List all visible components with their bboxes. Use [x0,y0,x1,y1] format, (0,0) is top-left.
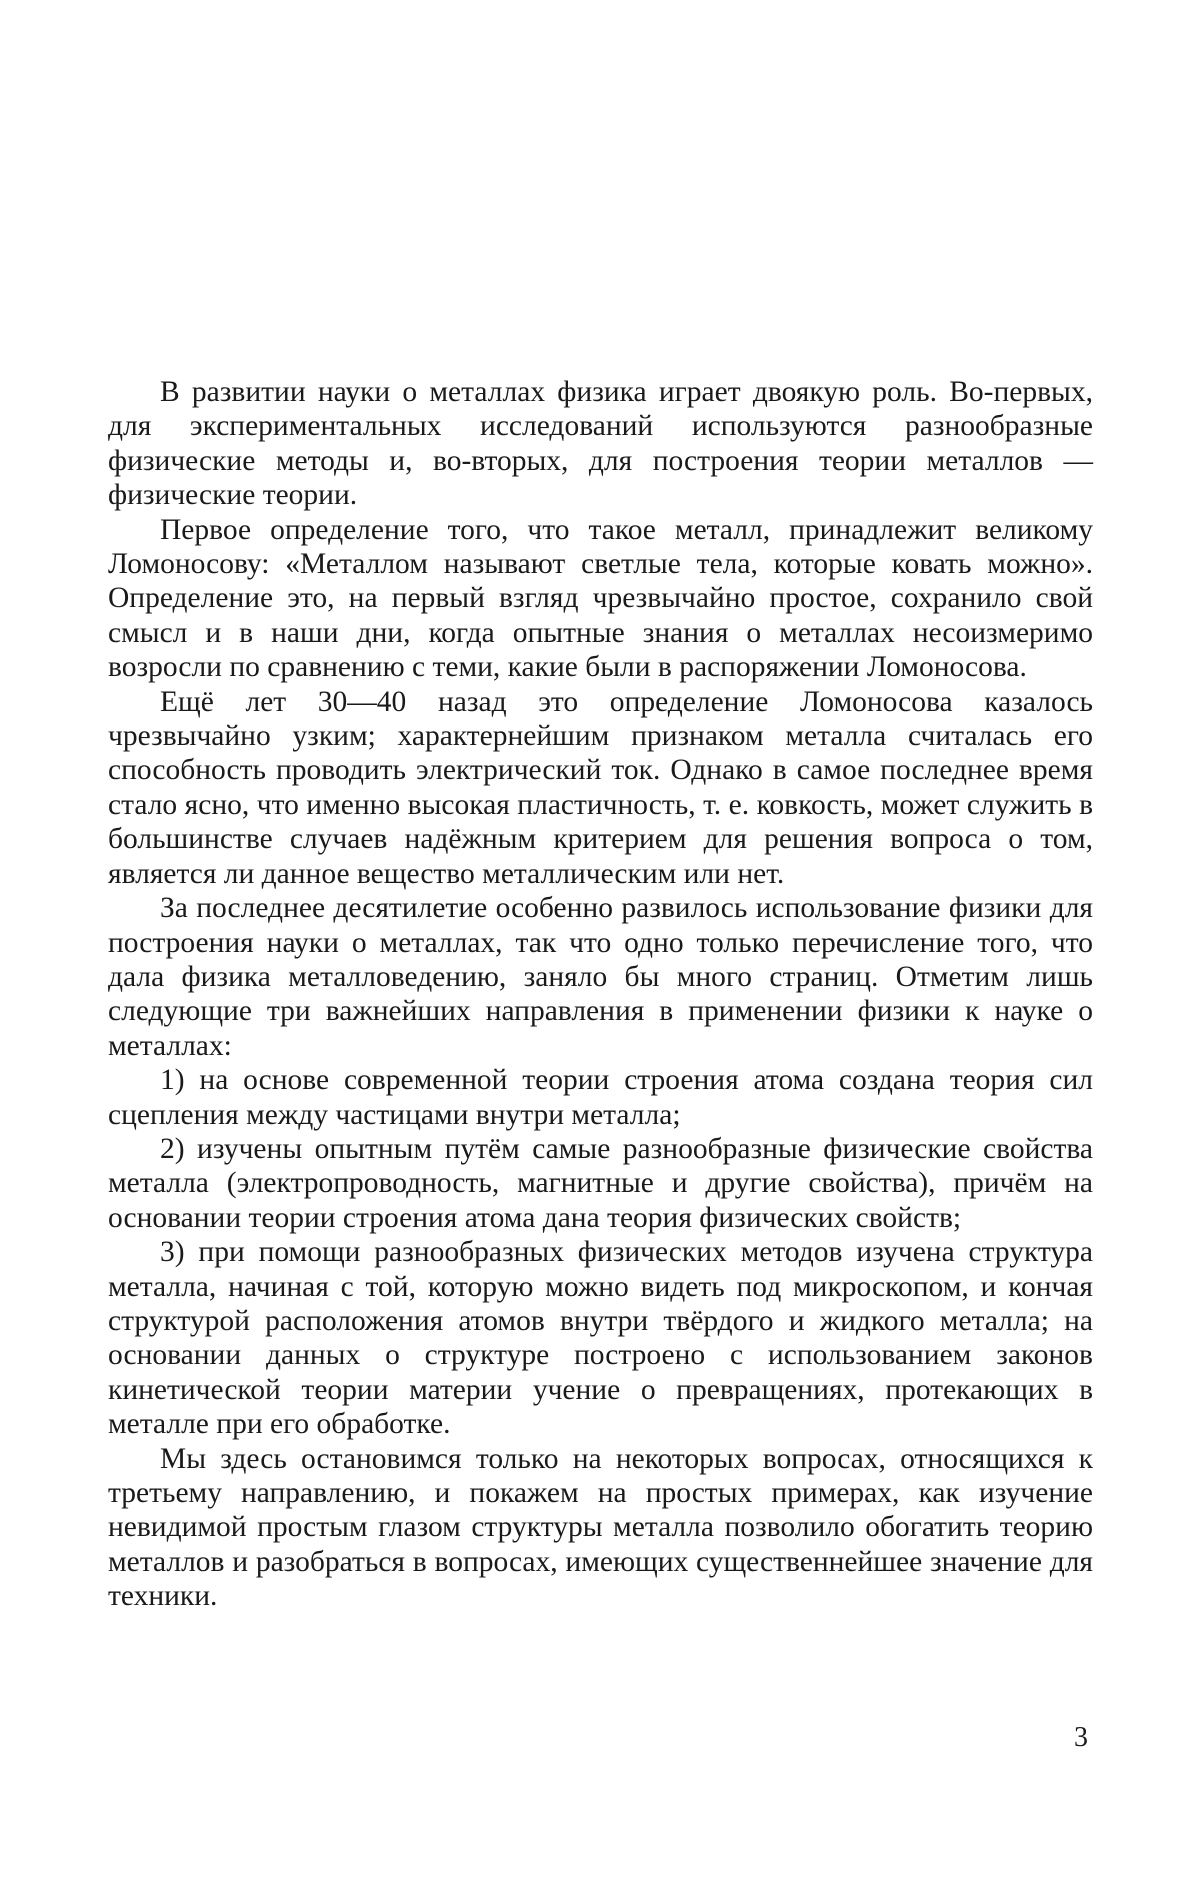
paragraph-lomonosov-definition: Первое определение того, что такое металл, принадлежит великому Ломоносову: «Металлом называют светлые тела, кото­рые ковать можно». Определение это, на первый взгляд чрез­вычайно простое, сохранило свой смысл и в наши дни, когда опытные знания о металлах несоизмеримо возросли по сравнению с теми, какие были в распоряжении Ломоносова. [108,513,1093,685]
list-item: 3) при помощи разнообразных физических методов изучена структура металла, начиная с той, которую можно видеть под микроскопом, и кончая структурой расположения атомов внутри твёрдого и жидкого металла; на основании данных о структуре построено с использованием законов кинетической теории мате­рии учение о превращениях, протекающих в металле при его обработке. [108,1235,1093,1441]
paragraph-intro: В развитии науки о металлах физика играет двоякую роль. Во-первых, для экспериментальных исследований используются разнообразные физические методы и, во-вторых, для построения теории металлов — физические теории. [108,375,1093,513]
list-item: 2) изучены опытным путём самые разнообразные физические свойства металла (электропроводность, магнитные и другие свой­ства), причём на основании теории строения атома дана теория физических свойств; [108,1132,1093,1235]
paragraph-last-decade: За последнее десятилетие особенно развилось использование физики для построения науки о металлах, так что одно только перечисление того, что дала физика металловедению, заняло бы много страниц. Отметим лишь следующие три важнейших напра­вления в применении физики к науке о металлах: [108,891,1093,1063]
paragraph-plasticity: Ещё лет 30—40 назад это определение Ломоносова казалось чрезвычайно узким; характернейшим признаком металла счи­талась его способность проводить электрический ток. Однако в самое последнее время стало ясно, что именно высокая пла­стичность, т. е. ковкость, может служить в большинстве случаев надёжным критерием для решения вопроса о том, является ли данное вещество металлическим или нет. [108,685,1093,891]
book-page [0,0,1200,1897]
body-text [108,375,1093,1614]
list-item: 1) на основе современной теории строения атома создана теория сил сцепления между частицами внутри металла; [108,1063,1093,1132]
paragraph-closing: Мы здесь остановимся только на некоторых вопросах, отно­сящихся к третьему направлению, и покажем на простых приме­рах, как изучение невидимой простым глазом структуры метал­ла позволило обогатить теорию металлов и разобраться в вопросах, имеющих существеннейшее значение для техники. [108,1442,1093,1614]
page-number: 3 [1074,1722,1088,1754]
